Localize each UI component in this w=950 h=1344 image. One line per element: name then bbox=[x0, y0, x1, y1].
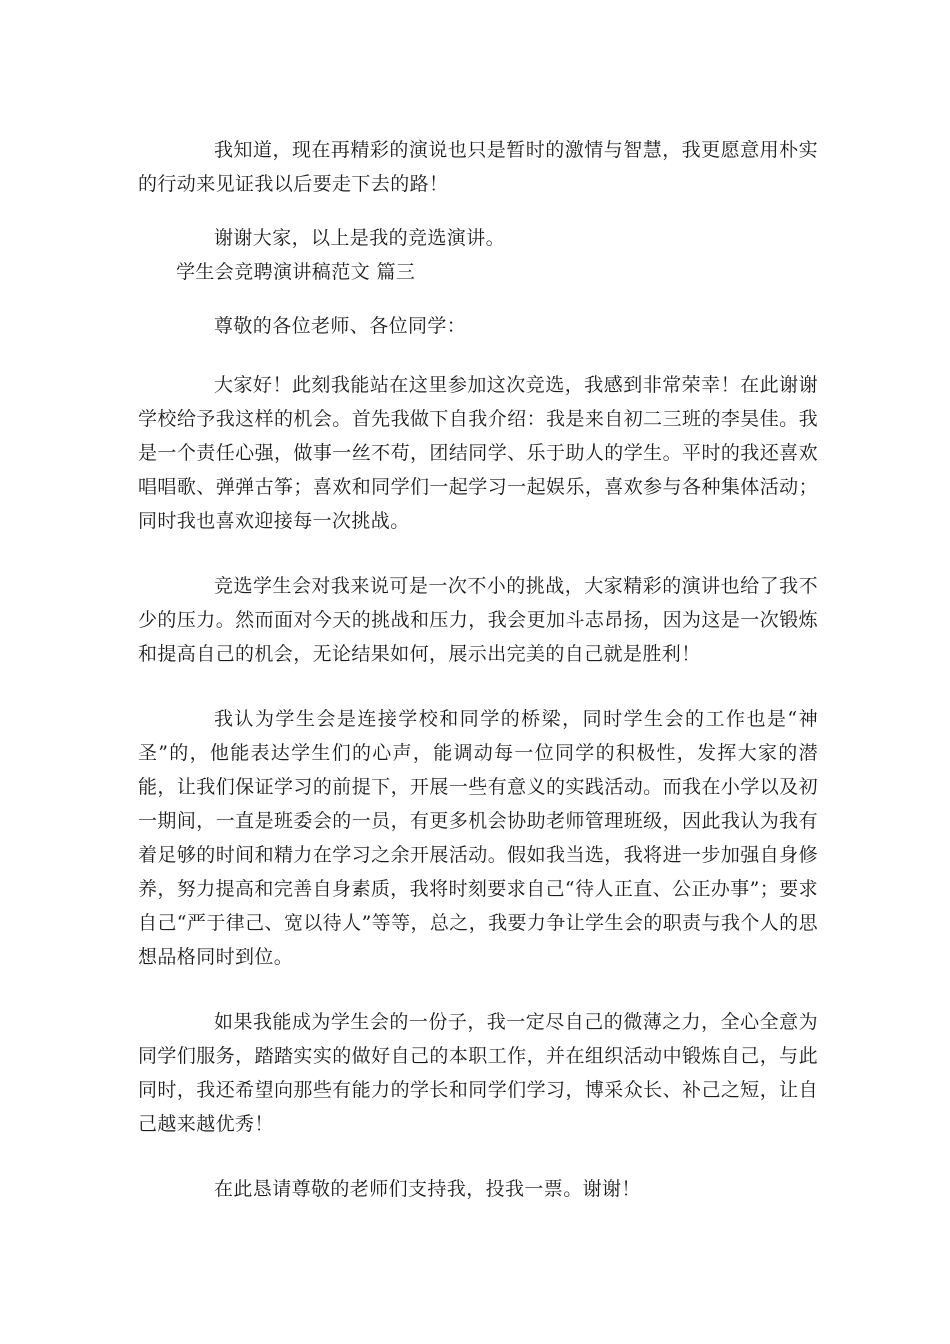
paragraph-vote-request: 在此恳请尊敬的老师们支持我，投我一票。谢谢！ bbox=[214, 1178, 641, 1200]
document-page bbox=[138, 133, 818, 1206]
section-heading: 学生会竞聘演讲稿范文 篇三 bbox=[176, 261, 416, 283]
paragraph-commitment: 如果我能成为学生会的一份子，我一定尽自己的微薄之力，全心全意为同学们服务，踏踏实实的做好自己的本职工作，并在组织活动中锻炼自己，与此同时，我还希望向那些有能力的学长和同学们学习，博采众长、补己之短，让自己越来越优秀！ bbox=[138, 1011, 818, 1135]
paragraph-closing-remark: 我知道，现在再精彩的演说也只是暂时的激情与智慧，我更愿意用朴实的行动来见证我以后要走下去的路！ bbox=[138, 139, 818, 195]
paragraph-salutation: 尊敬的各位老师、各位同学： bbox=[214, 315, 467, 337]
paragraph-student-union-role: 我认为学生会是连接学校和同学的桥梁，同时学生会的工作也是“神圣”的，他能表达学生们的心声，能调动每一位同学的积极性，发挥大家的潜能，让我们保证学习的前提下，开展一些有意义的实践活动。而我在小学以及初一期间，一直是班委会的一员，有更多机会协助老师管理班级，因此我认为我有着足够的时间和精力在学习之余开展活动。假如我当选，我将进一步加强自身修养，努力提高和完善自身素质，我将时刻要求自己“待人正直、公正办事”；要求自己“严于律己、宽以待人”等等，总之，我要力争让学生会的职责与我个人的思想品格同时到位。 bbox=[138, 708, 818, 968]
paragraph-thanks: 谢谢大家，以上是我的竞选演讲。 bbox=[214, 227, 506, 249]
paragraph-challenge: 竞选学生会对我来说可是一次不小的挑战，大家精彩的演讲也给了我不少的压力。然而面对今天的挑战和压力，我会更加斗志昂扬，因为这是一次锻炼和提高自己的机会，无论结果如何，展示出完美的自己就是胜利！ bbox=[138, 575, 818, 665]
paragraph-introduction: 大家好！此刻我能站在这里参加这次竞选，我感到非常荣幸！在此谢谢学校给予我这样的机会。首先我做下自我介绍：我是来自初二三班的李昊佳。我是一个责任心强，做事一丝不苟，团结同学、乐于助人的学生。平时的我还喜欢唱唱歌、弹弹古筝；喜欢和同学们一起学习一起娱乐，喜欢参与各种集体活动；同时我也喜欢迎接每一次挑战。 bbox=[138, 374, 818, 532]
